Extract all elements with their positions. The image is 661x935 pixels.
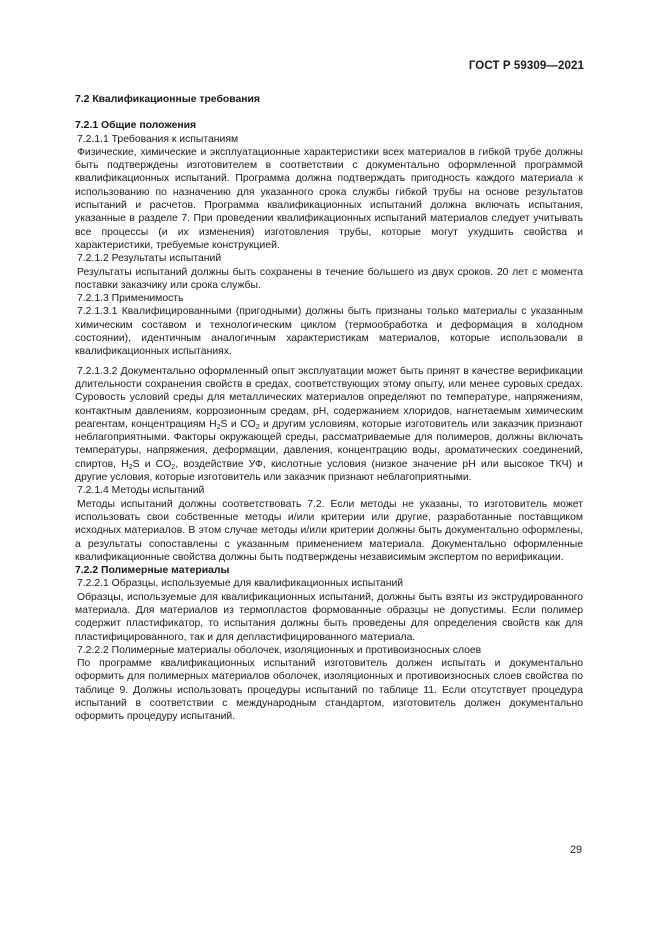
- clause-title-7-2-1-4: 7.2.1.4 Методы испытаний: [77, 485, 205, 497]
- subscript-h2s: 2: [216, 423, 221, 431]
- clause-title-7-2-1-2: 7.2.1.2 Результаты испытаний: [77, 253, 222, 265]
- subscript-h2s-b: 2: [128, 463, 133, 471]
- document-body: [75, 93, 583, 724]
- clause-text-7-2-2-1: Образцы, используемые для квалификационных испытаний, должны быть взяты из экструдированного материала. Для материалов из термопластов формованные образцы не допустимы. Если полимер содержит пластификатор, то испытания должны быть проведены для определения свойств как для пластифицированного, так и для депластифицированного материала.: [75, 591, 583, 643]
- clause-title-7-2-2-1: 7.2.2.1 Образцы, используемые для квалификационных испытаний: [77, 578, 404, 590]
- subsection-heading-7-2-2: 7.2.2 Полимерные материалы: [75, 565, 230, 577]
- clause-text-part-4: S и CO: [132, 458, 172, 470]
- clause-text-part-1: 7.2.1.3.2 Документально оформленный опыт эксплуатации может быть принят в качестве верификации длительности сохранения свойств в средах, соответствующих этому опыту, или менее суровых средах. Суровость условий среды для металлических материалов определяют по температуре, напряжениям, контактным давлениям, коррозионным средам, pH, содержанием хлоридов, нагнетаемым химическим реагентам, концентрациям H: [75, 365, 583, 430]
- clause-text-part-3: и другим условиям, которые изготовитель или заказчик признают неблагоприятными. Факторы окружающей среды, рассматриваемые для полимеров, должны включать температуры, напряжения, деформации, давления, концентрацию воды, ароматических соединений, спиртов, H: [75, 418, 583, 470]
- clause-text-7-2-1-2: Результаты испытаний должны быть сохранены в течение большего из двух сроков. 20 лет с момента поставки заказчику или срока службы.: [75, 266, 583, 291]
- clause-title-7-2-1-1: 7.2.1.1 Требования к испытаниям: [77, 133, 239, 145]
- clause-text-part-2: S и CO: [220, 418, 256, 430]
- subscript-co2-b: 2: [171, 463, 176, 471]
- clause-text-7-2-2-2: По программе квалификационных испытаний изготовитель должен испытать и документально оформить для полимерных материалов оболочек, изоляционных и противоизносных слоев свойства по таблице 9. Должны использовать процедуры испытаний по таблице 11. Если отсутствует процедура испытаний в соответствии с международным стандартом, изготовитель должен документально оформить процедуру испытаний.: [75, 658, 583, 723]
- clause-text-part-5: , воздействие УФ, кислотные условия (низкое значение pH или высокое ТКЧ) и другие условия, которые изготовитель или заказчик признают неблагоприятными.: [75, 458, 583, 484]
- clause-text-7-2-1-1: Физические, химические и эксплуатационные характеристики всех материалов в гибкой трубе должны быть подтверждены изготовителем в соответствии с документально оформленной программой квалификационных испытаний. Программа должна подтверждать пригодность каждого материала к использованию по назначению для указанного срока службы гибкой трубы на основе результатов испытаний и расчетов. Программа квалификационных испытаний должна включать испытания, указанные в разделе 7. При проведении квалификационных испытаний материалов следует учитывать все процессы (и их изменения) изготовления трубы, которые могут ухудшить свойства и характеристики, требуемые конструкцией.: [75, 146, 583, 251]
- section-heading: 7.2 Квалификационные требования: [75, 94, 260, 105]
- clause-title-7-2-1-3: 7.2.1.3 Применимость: [77, 293, 184, 305]
- document-code: ГОСТ Р 59309—2021: [468, 60, 584, 72]
- page-number: 29: [569, 844, 582, 856]
- clause-text-7-2-1-3-1: 7.2.1.3.1 Квалифицированными (пригодными) должны быть признаны только материалы с указанным химическим составом и технологическим циклом (термообработка и деформация в холодном состоянии), идентичным аналогичным характеристикам материалов, которые использовали в квалификационных испытаниях.: [75, 306, 583, 358]
- subscript-co2: 2: [255, 423, 260, 431]
- clause-text-7-2-1-3-2: [75, 365, 583, 485]
- clause-title-7-2-2-2: 7.2.2.2 Полимерные материалы оболочек, изоляционных и противоизносных слоев: [77, 644, 482, 656]
- clause-text-7-2-1-4: Методы испытаний должны соответствовать 7.2. Если методы не указаны, то изготовитель может использовать свои собственные методы и/или критерии или другие, разработанные поставщиком исходных материалов. В этом случае методы и/или критерии должны быть документально оформлены, а результаты сопоставлены с указанным применением материала. Документально оформленные квалификационные свойства должны быть подтверждены независимым экспертом по верификации.: [75, 498, 583, 563]
- subsection-heading-7-2-1: 7.2.1 Общие положения: [75, 120, 197, 132]
